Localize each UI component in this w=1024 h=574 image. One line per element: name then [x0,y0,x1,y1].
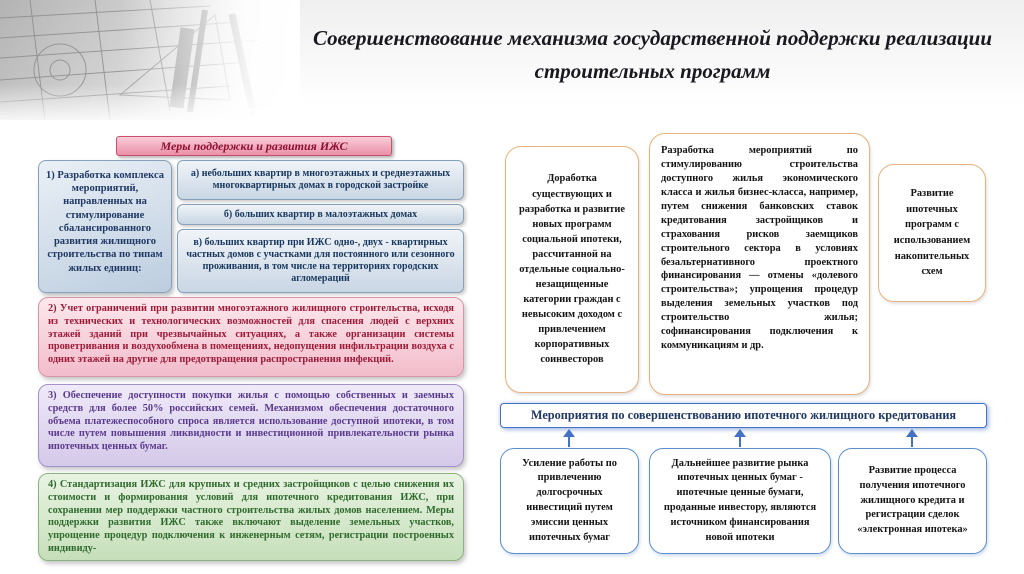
measure-1-options [177,160,464,293]
mortgage-bottom-box-2: Дальнейшее развитие рынка ипотечных ценных бумаг - ипотечные ценные бумаги, проданные инвестору, являются источником финансирования новой ипотеки [649,448,831,554]
mortgage-bottom-box-1: Усиление работы по привлечению долгосрочных инвестиций путем эмиссии ценных ипотечных бумаг [500,448,639,554]
blueprint-image [0,0,300,120]
up-arrow-icon [734,429,746,447]
measure-1-option-v: в) больших квартир при ИЖС одно-, двух - квартирных частных домов с участками для постоянного или сезонного проживания, в том числе на территориях городских агломераций [177,229,464,293]
mortgage-top-box-social: Доработка существующих и разработка и развитие новых программ социальной ипотеки, рассчитанной на отдельные социально-незащищенные категории граждан с невысоким доходом с привлечением корпоративных соинвесторов [505,146,639,393]
measure-4-box: 4) Стандартизация ИЖС для крупных и средних застройщиков с целью снижения их стоимости и формирования условий для ипотечного кредитования ИЖС, при сохранении мер поддержки частного строительства жилых домов населением. Меры поддержки развития ИЖС также включают выделение земельных участков, упрощение процедур подключения к инженерным сетям, регистрации построенных индивиду- [38,473,464,561]
slide-title: Совершенствование механизма государственной поддержки реализации строительных программ [312,26,993,83]
blueprint-fade [0,0,300,120]
measure-1-option-b: б) больших квартир в малоэтажных домах [177,204,464,225]
mortgage-bottom-box-3: Развитие процесса получения ипотечного жилищного кредита и регистрации сделок «электронная ипотека» [838,448,987,554]
header-banner [0,0,1024,120]
up-arrow-icon [906,429,918,447]
measure-1-option-a: а) небольших квартир в многоэтажных и среднеэтажных многоквартирных домах в городской застройке [177,160,464,200]
up-arrow-icon [563,429,575,447]
measure-1-box: 1) Разработка комплекса мероприятий, направленных на стимулирование сбалансированного развития жилищного строительства по типам жилых единиц: [38,160,172,293]
mortgage-top-box-savings: Развитие ипотечных программ с использованием накопительных схем [878,164,986,302]
measure-2-box: 2) Учет ограничений при развитии многоэтажного жилищного строительства, исходя из технических и технологических возможностей для спасения людей с верхних этажей зданий при чрезвычайных ситуациях, а также организации системы проветривания и воздухообмена в помещениях, недопущения инфильтрации воздуха с одних этажей на другие для предотвращения распространения инфекций. [38,297,464,377]
mortgage-band: Мероприятия по совершенствованию ипотечного жилищного кредитования [500,403,987,428]
izhs-header: Меры поддержки и развития ИЖС [116,136,392,156]
measure-3-box: 3) Обеспечение доступности покупки жилья с помощью собственных и заемных средств для более 50% российских семей. Механизмом обеспечения достаточного объема платежеспособного спроса является использование доступной ипотеки, в том числе путем повышения ликвидности и инвестиционной привлекательности рынка ипотечных ценных бумаг. [38,384,464,467]
mortgage-top-box-stimulus: Разработка мероприятий по стимулированию строительства доступного жилья экономического класса и жилья бизнес-класса, например, путем снижения банковских ставок кредитования застройщиков и страхования рисков заемщиков строительного сектора в условиях безальтернативного проектного финансирования — отмены «долевого строительства»; упрощения процедур выделения земельных участков под строительство жилья; софинансирования подключения к коммуникациям и др. [649,133,870,395]
